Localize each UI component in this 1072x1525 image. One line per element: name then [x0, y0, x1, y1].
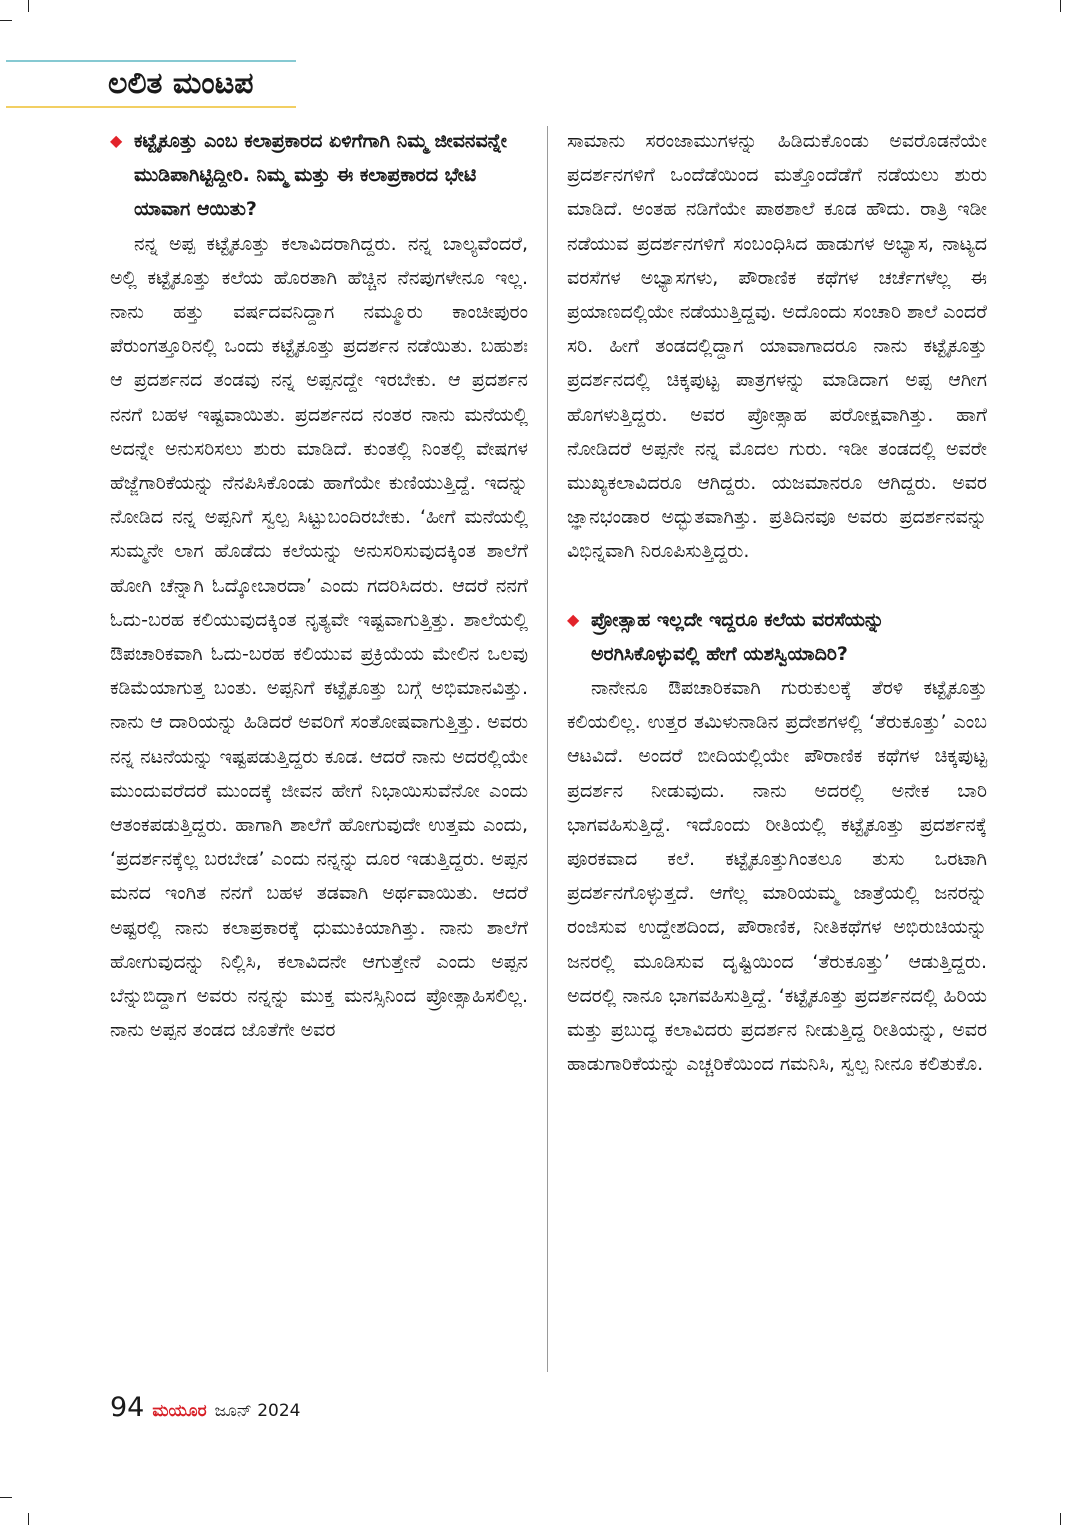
red-diamond-icon: ◆ — [567, 609, 580, 629]
issue-date: ಜೂನ್ 2024 — [214, 1401, 301, 1421]
question-text: ಕಟ್ಟೈಕೂತ್ತು ಎಂಬ ಕಲಾಪ್ರಕಾರದ ಏಳಿಗೆಗಾಗಿ ನಿಮ್ಮ ಜೀವನವನ್ನೇ ಮುಡಿಪಾಗಿಟ್ಟಿದ್ದೀರಿ. ನಿಮ್ಮ ಮತ್ತು ಈ ಕಲಾಪ್ರಕಾರದ ಭೇಟಿ ಯಾವಾಗ ಆಯಿತು? — [134, 130, 508, 221]
crop-mark — [1060, 0, 1061, 12]
crop-mark — [0, 20, 12, 21]
page-number: 94 — [110, 1392, 145, 1423]
section-header-top-rule — [6, 60, 296, 62]
interview-question — [567, 603, 987, 671]
crop-mark — [28, 0, 29, 12]
paragraph-gap — [567, 569, 987, 603]
magazine-logo: ಮಯೂರ — [152, 1401, 207, 1421]
section-header-bottom-rule — [6, 106, 296, 108]
crop-mark — [28, 1513, 29, 1525]
page-footer — [110, 1392, 300, 1426]
answer-continuation-paragraph: ಸಾಮಾನು ಸರಂಜಾಮುಗಳನ್ನು ಹಿಡಿದುಕೊಂಡು ಅವರೊಡನೆಯೇ ಪ್ರದರ್ಶನಗಳಿಗೆ ಒಂದೆಡೆಯಿಂದ ಮತ್ತೊಂದೆಡೆಗೆ ನಡೆಯಲು ಶುರು ಮಾಡಿದೆ. ಅಂತಹ ನಡಿಗೆಯೇ ಪಾಠಶಾಲೆ ಕೂಡ ಹೌದು. ರಾತ್ರಿ ಇಡೀ ನಡೆಯುವ ಪ್ರದರ್ಶನಗಳಿಗೆ ಸಂಬಂಧಿಸಿದ ಹಾಡುಗಳ ಅಭ್ಯಾಸ, ನಾಟ್ಯದ ವರಸೆಗಳ ಅಭ್ಯಾಸಗಳು, ಪೌರಾಣಿಕ ಕಥೆಗಳ ಚರ್ಚೆಗಳೆಲ್ಲ ಈ ಪ್ರಯಾಣದಲ್ಲಿಯೇ ನಡೆಯುತ್ತಿದ್ದವು. ಅದೊಂದು ಸಂಚಾರಿ ಶಾಲೆ ಎಂದರೆ ಸರಿ. ಹೀಗೆ ತಂಡದಲ್ಲಿದ್ದಾಗ ಯಾವಾಗಾದರೂ ನಾನು ಕಟ್ಟೈಕೂತ್ತು ಪ್ರದರ್ಶನದಲ್ಲಿ ಚಿಕ್ಕಪುಟ್ಟ ಪಾತ್ರಗಳನ್ನು ಮಾಡಿದಾಗ ಅಪ್ಪ ಆಗೀಗ ಹೊಗಳುತ್ತಿದ್ದರು. ಅವರ ಪ್ರೋತ್ಸಾಹ ಪರೋಕ್ಷವಾಗಿತ್ತು. ಹಾಗೆ ನೋಡಿದರೆ ಅಪ್ಪನೇ ನನ್ನ ಮೊದಲ ಗುರು. ಇಡೀ ತಂಡದಲ್ಲಿ ಅವರೇ ಮುಖ್ಯಕಲಾವಿದರೂ ಆಗಿದ್ದರು. ಯಜಮಾನರೂ ಆಗಿದ್ದರು. ಅವರ ಜ್ಞಾನಭಂಡಾರ ಅದ್ಭುತವಾಗಿತ್ತು. ಪ್ರತಿದಿನವೂ ಅವರು ಪ್ರದರ್ಶನವನ್ನು ವಿಭಿನ್ನವಾಗಿ ನಿರೂಪಿಸುತ್ತಿದ್ದರು. — [567, 130, 987, 563]
crop-mark — [1060, 1513, 1061, 1525]
answer-paragraph: ನಾನೇನೂ ಔಪಚಾರಿಕವಾಗಿ ಗುರುಕುಲಕ್ಕೆ ತೆರಳಿ ಕಟ್ಟೈಕೂತ್ತು ಕಲಿಯಲಿಲ್ಲ. ಉತ್ತರ ತಮಿಳುನಾಡಿನ ಪ್ರದೇಶಗಳಲ್ಲಿ ‘ತೆರುಕೂತ್ತು’ ಎಂಬ ಆಟವಿದೆ. ಅಂದರೆ ಬೀದಿಯಲ್ಲಿಯೇ ಪೌರಾಣಿಕ ಕಥೆಗಳ ಚಿಕ್ಕಪುಟ್ಟ ಪ್ರದರ್ಶನ ನೀಡುವುದು. ನಾನು ಅದರಲ್ಲಿ ಅನೇಕ ಬಾರಿ ಭಾಗವಹಿಸುತ್ತಿದ್ದೆ. ಇದೊಂದು ರೀತಿಯಲ್ಲಿ ಕಟ್ಟೈಕೂತ್ತು ಪ್ರದರ್ಶನಕ್ಕೆ ಪೂರಕವಾದ ಕಲೆ. ಕಟ್ಟೈಕೂತ್ತುಗಿಂತಲೂ ತುಸು ಒರಟಾಗಿ ಪ್ರದರ್ಶನಗೊಳ್ಳುತ್ತದೆ. ಆಗೆಲ್ಲ ಮಾರಿಯಮ್ಮ ಜಾತ್ರೆಯಲ್ಲಿ ಜನರನ್ನು ರಂಜಿಸುವ ಉದ್ದೇಶದಿಂದ, ಪೌರಾಣಿಕ, ನೀತಿಕಥೆಗಳ ಅಭಿರುಚಿಯನ್ನು ಜನರಲ್ಲಿ ಮೂಡಿಸುವ ದೃಷ್ಟಿಯಿಂದ ‘ತೆರುಕೂತ್ತು’ ಆಡುತ್ತಿದ್ದರು. ಅದರಲ್ಲಿ ನಾನೂ ಭಾಗವಹಿಸುತ್ತಿದ್ದೆ. ‘ಕಟ್ಟೈಕೂತ್ತು ಪ್ರದರ್ಶನದಲ್ಲಿ ಹಿರಿಯ ಮತ್ತು ಪ್ರಬುದ್ಧ ಕಲಾವಿದರು ಪ್ರದರ್ಶನ ನೀಡುತ್ತಿದ್ದ ರೀತಿಯನ್ನು, ಅವರ ಹಾಡುಗಾರಿಕೆಯನ್ನು ಎಚ್ಚರಿಕೆಯಿಂದ ಗಮನಿಸಿ, ಸ್ವಲ್ಪ ನೀನೂ ಕಲಿತುಕೊ. — [567, 677, 987, 1076]
answer-paragraph: ನನ್ನ ಅಪ್ಪ ಕಟ್ಟೈಕೂತ್ತು ಕಲಾವಿದರಾಗಿದ್ದರು. ನನ್ನ ಬಾಲ್ಯವೆಂದರೆ, ಅಲ್ಲಿ ಕಟ್ಟೈಕೂತ್ತು ಕಲೆಯ ಹೊರತಾಗಿ ಹೆಚ್ಚಿನ ನೆನಪುಗಳೇನೂ ಇಲ್ಲ. ನಾನು ಹತ್ತು ವರ್ಷದವನಿದ್ದಾಗ ನಮ್ಮೂರು ಕಾಂಚೀಪುರಂ ಪೆರುಂಗತ್ತೂರಿನಲ್ಲಿ ಒಂದು ಕಟ್ಟೈಕೂತ್ತು ಪ್ರದರ್ಶನ ನಡೆಯಿತು. ಬಹುಶಃ ಆ ಪ್ರದರ್ಶನದ ತಂಡವು ನನ್ನ ಅಪ್ಪನದ್ದೇ ಇರಬೇಕು. ಆ ಪ್ರದರ್ಶನ ನನಗೆ ಬಹಳ ಇಷ್ಟವಾಯಿತು. ಪ್ರದರ್ಶನದ ನಂತರ ನಾನು ಮನೆಯಲ್ಲಿ ಅದನ್ನೇ ಅನುಸರಿಸಲು ಶುರು ಮಾಡಿದೆ. ಕುಂತಲ್ಲಿ ನಿಂತಲ್ಲಿ ವೇಷಗಳ ಹೆಜ್ಜೆಗಾರಿಕೆಯನ್ನು ನೆನಪಿಸಿಕೊಂಡು ಹಾಗೆಯೇ ಕುಣಿಯುತ್ತಿದ್ದೆ. ಇದನ್ನು ನೋಡಿದ ನನ್ನ ಅಪ್ಪನಿಗೆ ಸ್ವಲ್ಪ ಸಿಟ್ಟುಬಂದಿರಬೇಕು. ‘ಹೀಗೆ ಮನೆಯಲ್ಲಿ ಸುಮ್ಮನೇ ಲಾಗ ಹೊಡೆದು ಕಲೆಯನ್ನು ಅನುಸರಿಸುವುದಕ್ಕಿಂತ ಶಾಲೆಗೆ ಹೋಗಿ ಚೆನ್ನಾಗಿ ಓದ್ಕೋಬಾರದಾ’ ಎಂದು ಗದರಿಸಿದರು. ಆದರೆ ನನಗೆ ಓದು-ಬರಹ ಕಲಿಯುವುದಕ್ಕಿಂತ ನೃತ್ಯವೇ ಇಷ್ಟವಾಗುತ್ತಿತ್ತು. ಶಾಲೆಯಲ್ಲಿ ಔಪಚಾರಿಕವಾಗಿ ಓದು-ಬರಹ ಕಲಿಯುವ ಪ್ರಕ್ರಿಯೆಯ ಮೇಲಿನ ಒಲವು ಕಡಿಮೆಯಾಗುತ್ತ ಬಂತು. ಅಪ್ಪನಿಗೆ ಕಟ್ಟೈಕೂತ್ತು ಬಗ್ಗೆ ಅಭಿಮಾನವಿತ್ತು. ನಾನು ಆ ದಾರಿಯನ್ನು ಹಿಡಿದರೆ ಅವರಿಗೆ ಸಂತೋಷವಾಗುತ್ತಿತ್ತು. ಅವರು ನನ್ನ ನಟನೆಯನ್ನು ಇಷ್ಟಪಡುತ್ತಿದ್ದರು ಕೂಡ. ಆದರೆ ನಾನು ಅದರಲ್ಲಿಯೇ ಮುಂದುವರೆದರೆ ಮುಂದಕ್ಕೆ ಜೀವನ ಹೇಗೆ ನಿಭಾಯಿಸುವೆನೋ ಎಂದು ಆತಂಕಪಡುತ್ತಿದ್ದರು. ಹಾಗಾಗಿ ಶಾಲೆಗೆ ಹೋಗುವುದೇ ಉತ್ತಮ ಎಂದು, ‘ಪ್ರದರ್ಶನಕ್ಕೆಲ್ಲ ಬರಬೇಡ’ ಎಂದು ನನ್ನನ್ನು ದೂರ ಇಡುತ್ತಿದ್ದರು. ಅಪ್ಪನ ಮನದ ಇಂಗಿತ ನನಗೆ ಬಹಳ ತಡವಾಗಿ ಅರ್ಥವಾಯಿತು. ಆದರೆ ಅಷ್ಟರಲ್ಲಿ ನಾನು ಕಲಾಪ್ರಕಾರಕ್ಕೆ ಧುಮುಕಿಯಾಗಿತ್ತು. ನಾನು ಶಾಲೆಗೆ ಹೋಗುವುದನ್ನು ನಿಲ್ಲಿಸಿ, ಕಲಾವಿದನೇ ಆಗುತ್ತೇನೆ ಎಂದು ಅಪ್ಪನ ಬೆನ್ನುಬಿದ್ದಾಗ ಅವರು ನನ್ನನ್ನು ಮುಕ್ತ ಮನಸ್ಸಿನಿಂದ ಪ್ರೋತ್ಸಾಹಿಸಲಿಲ್ಲ. ನಾನು ಅಪ್ಪನ ತಂಡದ ಜೊತೆಗೇ ಅವರ — [110, 232, 528, 1042]
column-divider — [547, 126, 548, 1372]
red-diamond-icon: ◆ — [110, 131, 123, 150]
interview-question — [110, 124, 528, 227]
article-column-left — [110, 124, 528, 1047]
article-column-right — [567, 124, 987, 1081]
crop-mark — [0, 1497, 12, 1498]
section-title: ಲಲಿತ ಮಂಟಪ — [108, 66, 254, 101]
question-text: ಪ್ರೋತ್ಸಾಹ ಇಲ್ಲದೇ ಇದ್ದರೂ ಕಲೆಯ ವರಸೆಯನ್ನು ಅರಗಿಸಿಕೊಳ್ಳುವಲ್ಲಿ ಹೇಗೆ ಯಶಸ್ವಿಯಾದಿರಿ? — [591, 608, 885, 665]
